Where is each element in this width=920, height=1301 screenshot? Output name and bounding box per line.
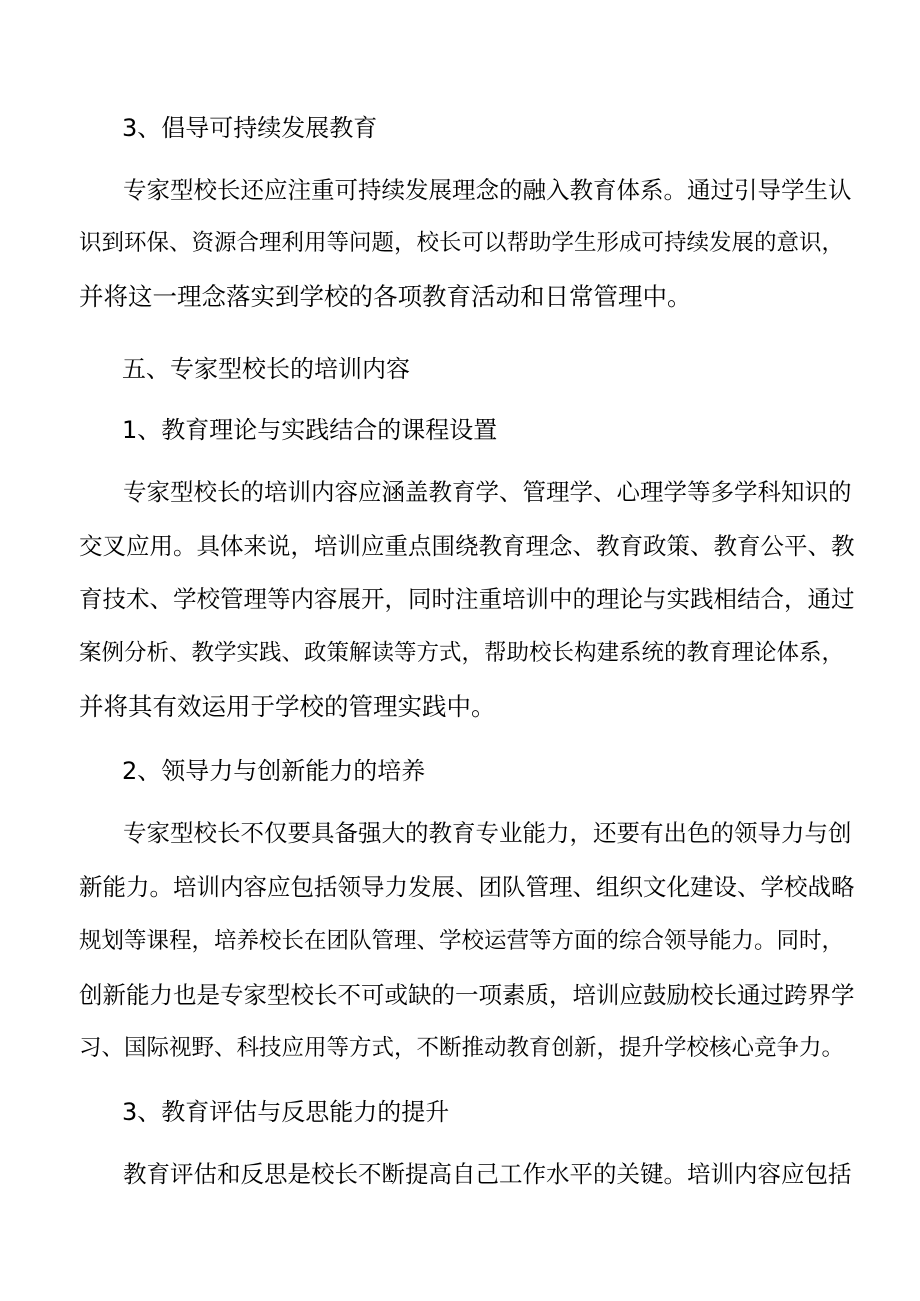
paragraph-line: 交叉应用。具体来说，培训应重点围绕教育理念、教育政策、教育公平、教 bbox=[79, 532, 855, 560]
paragraph-line: 专家型校长还应注重可持续发展理念的融入教育体系。通过引导学生认 bbox=[123, 176, 852, 204]
heading-leadership: 2、领导力与创新能力的培养 bbox=[122, 757, 426, 785]
paragraph-line: 并将这一理念落实到学校的各项教育活动和日常管理中。 bbox=[79, 282, 692, 311]
paragraph-line: 识到环保、资源合理利用等问题，校长可以帮助学生形成可持续发展的意识， bbox=[79, 230, 845, 256]
paragraph-line: 案例分析、教学实践、政策解读等方式，帮助校长构建系统的教育理论体系， bbox=[79, 640, 845, 666]
paragraph-line: 育技术、学校管理等内容展开，同时注重培训中的理论与实践相结合，通过 bbox=[79, 585, 855, 613]
heading-sustainable-education: 3、倡导可持续发展教育 bbox=[122, 114, 378, 142]
paragraph-line: 创新能力也是专家型校长不可或缺的一项素质，培训应鼓励校长通过跨界学 bbox=[79, 981, 855, 1009]
heading-curriculum: 1、教育理论与实践结合的课程设置 bbox=[122, 416, 498, 444]
section-five-title: 五、专家型校长的培训内容 bbox=[122, 355, 410, 383]
paragraph-line: 专家型校长不仅要具备强大的教育专业能力，还要有出色的领导力与创 bbox=[123, 819, 852, 847]
paragraph-line: 专家型校长的培训内容应涵盖教育学、管理学、心理学等多学科知识的 bbox=[123, 478, 852, 506]
paragraph-line: 教育评估和反思是校长不断提高自己工作水平的关键。培训内容应包括 bbox=[123, 1160, 852, 1188]
paragraph-line: 新能力。培训内容应包括领导力发展、团队管理、组织文化建设、学校战略 bbox=[79, 873, 855, 901]
heading-evaluation: 3、教育评估与反思能力的提升 bbox=[122, 1098, 450, 1126]
paragraph-line: 习、国际视野、科技应用等方式，不断推动教育创新，提升学校核心竞争力。 bbox=[79, 1035, 845, 1061]
paragraph-line: 并将其有效运用于学校的管理实践中。 bbox=[79, 692, 496, 721]
paragraph-line: 规划等课程，培养校长在团队管理、学校运营等方面的综合领导能力。同时， bbox=[79, 928, 845, 954]
